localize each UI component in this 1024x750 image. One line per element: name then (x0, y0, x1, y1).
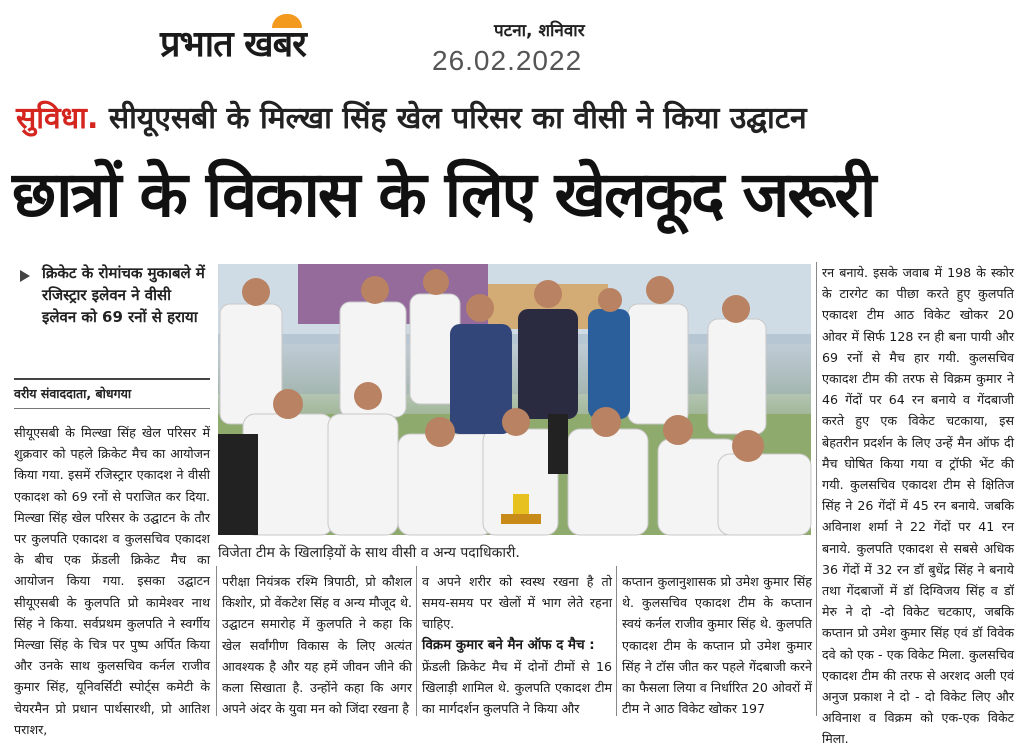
kicker-line (16, 96, 1016, 137)
column-divider (216, 566, 217, 716)
column-divider (416, 566, 417, 716)
byline: वरीय संवाददाता, बोधगया (14, 378, 210, 409)
column-divider (816, 262, 817, 716)
article-column-4: कप्तान कुलानुशासक प्रो उमेश कुमार सिंह थे. कुलसचिव एकादश टीम के कप्तान स्वयं कर्नल राजीव कुमार सिंह थे. कुलपति एकादश टीम के कप्तान प्रो उमेश कुमार सिंह ने टॉस जीत कर पहले गेंदबाजी करने का फैसला लिया व निर्धारित 20 ओवरों में टीम ने आठ विकेट खोकर 197 (622, 574, 812, 717)
dateline (432, 18, 612, 77)
article-column-5: रन बनाये. इसके जवाब में 198 के स्कोर के टारगेट का पीछा करते हुए कुलपति एकादश टीम आठ विकेट खोकर 20 ओवर में सिर्फ 128 रन ही बना पायी और 69 रनों से मैच हार गयी. कुलसचिव एकादश टीम की तरफ से विक्रम कुमार ने 46 गेंदों पर 64 रन बनाये व गेंदबाजी करते हुए एक विकेट चटकाया, इस बेहतरीन प्रदर्शन के लिए उन्हें मैन ऑफ दी मैच घोषित किया गया व ट्रॉफी भेंट की गयी. कुलसचिव एकादश टीम से क्षितिज सिंह ने 26 गेंदों में 45 रन बनाये. जबकि अविनाश शर्मा ने 22 गेंदों पर 41 रन बनाये. कुलपति एकादश से सबसे अधिक 36 गेंदों में 32 रन डॉ बुधेंद्र सिंह ने बनाये तथा गेंदबाजों में डॉ दिग्विजय सिंह व डॉ मेरु ने दो -दो विकेट चटकाए, जबकि कप्तान प्रो उमेश कुमार सिंह एवं डॉ विवेक दवे को एक - एक विकेट मिला. कुलसचिव एकादश टीम की तरफ से अरशद अली एवं अनुज प्रकाश ने दो - दो विकेट लिए और अविनाश व विक्रम को एक-एक विकेट मिला. (822, 265, 1014, 747)
sub-headline (20, 262, 210, 328)
photo-caption: विजेता टीम के खिलाड़ियों के साथ वीसी व अन्य पदाधिकारी. (218, 545, 520, 561)
column-3-subhead: विक्रम कुमार बने मैन ऑफ द मैच : (422, 637, 595, 653)
city-day: पटना, शनिवार (494, 21, 585, 41)
article-column-2: परीक्षा नियंत्रक रश्मि त्रिपाठी, प्रो कौशल किशोर, प्रो वेंकटेश सिंह व अन्य मौजूद थे. उद्घाटन समारोह में कुलपति ने कहा कि खेल सर्वांगीण विकास के लिए अत्यंत आवश्यक है और यह हमें जीवन जीने की कला सिखाता है. उन्होंने कहा कि अगर अपने अंदर के युवा मन को जिंदा रखना है (222, 574, 412, 717)
kicker-text: सीयूएसबी के मिल्खा सिंह खेल परिसर का वीसी ने किया उद्घाटन (108, 101, 807, 136)
newspaper-logo: प्रभात खबर (160, 24, 306, 65)
newspaper-masthead (160, 16, 410, 68)
column-3-paragraph-2: फ्रेंडली क्रिकेट मैच में दोनों टीमों से 16 खिलाड़ी शामिल थे. कुलपति एकादश टीम का मार्गदर्शन कुलपति ने किया और (422, 658, 612, 717)
team-photo (218, 264, 811, 535)
article-column-1: सीयूएसबी के मिल्खा सिंह खेल परिसर में शुक्रवार को पहले क्रिकेट मैच का आयोजन किया गया. इसमें रजिस्ट्रार एकादश ने वीसी एकादश को 69 रनों से पराजित कर दिया. मिल्खा सिंह खेल परिसर के उद्घाटन के तौर पर कुलपति एकादश व कुलसचिव एकादश के बीच एक फ्रेंडली क्रिकेट मैच का आयोजन किया गया. इसका उद्घाटन सीयूएसबी के कुलपति प्रो कामेश्वर नाथ सिंह ने किया. सर्वप्रथम कुलपति ने स्वर्गीय मिल्खा सिंह के चित्र पर पुष्प अर्पित किया और उनके साथ कुलसचिव कर्नल राजीव कुमार सिंह, यूनिवर्सिटी स्पोर्ट्स कमेटी के चेयरमैन प्रो प्रधान पार्थसारथी, प्रो आतिश पराशर, (14, 425, 210, 737)
publication-date: 26.02.2022 (432, 45, 583, 76)
article-column-3 (422, 571, 612, 719)
column-divider (616, 566, 617, 716)
headline: छात्रों के विकास के लिए खेलकूद जरूरी (12, 158, 875, 231)
sub-headline-text: क्रिकेट के रोमांचक मुकाबले में रजिस्ट्रार इलेवन ने वीसी इलेवन को 69 रनों से हराया (42, 264, 205, 326)
kicker-tag: सुविधा. (16, 101, 99, 136)
bullet-triangle-icon (20, 270, 30, 282)
team-photo-illustration (218, 264, 811, 535)
column-3-paragraph-1: व अपने शरीर को स्वस्थ रखना है तो समय-समय पर खेलों में भाग लेते रहना चाहिए. (422, 574, 612, 632)
